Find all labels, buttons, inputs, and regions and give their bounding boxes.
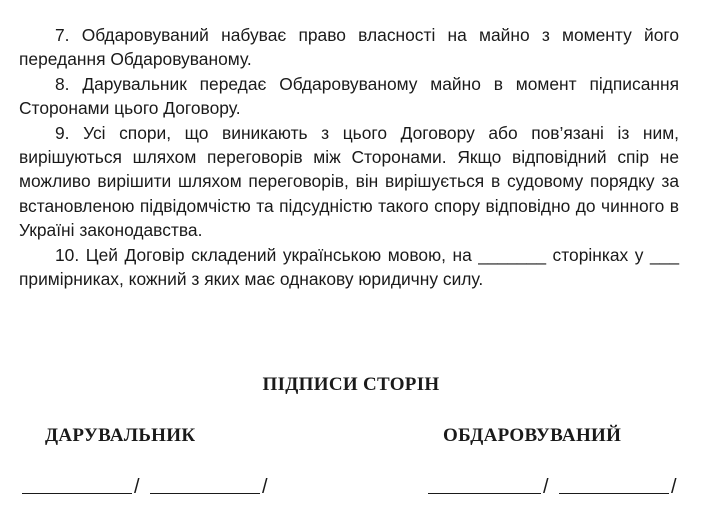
recipient-name-blank [559, 493, 669, 494]
donor-signature-separator: / [134, 476, 140, 498]
recipient-label: ОБДАРОВУВАНИЙ [443, 425, 622, 446]
clause-7: 7. Обдаровуваний набуває право власності на майно з моменту його передання Обдаровуваному. [19, 25, 679, 70]
recipient-signature-blank [428, 493, 541, 494]
donor-signature-blank [22, 493, 132, 494]
donor-name-blank [150, 493, 260, 494]
donor-label: ДАРУВАЛЬНИК [45, 425, 196, 446]
clause-9: 9. Усі спори, що виникають з цього Договору або пов’язані із ним, вирішуються шляхом переговорів між Сторонами. Якщо відповідний спір не можливо вирішити шляхом переговорів, він вирішується в судовому порядку за встановленою підвідомчістю та підсудністю такого спору відповідно до чинного в Україні законодавства. [19, 122, 679, 241]
recipient-name-separator: / [671, 476, 677, 498]
recipient-signature-line [428, 477, 680, 497]
contract-clauses [19, 23, 679, 291]
donor-name-separator: / [262, 476, 268, 498]
donor-signature-line [22, 477, 272, 497]
clause-8: 8. Дарувальник передає Обдаровуваному майно в момент підписання Сторонами цього Договору. [19, 73, 679, 119]
signatures-heading: ПІДПИСИ СТОРІН [262, 374, 440, 395]
clause-10: 10. Цей Договір складений українською мовою, на _______ сторінках у ___ примірниках, кожний з яких має однакову юридичну силу. [19, 244, 679, 290]
recipient-signature-separator: / [543, 476, 549, 498]
